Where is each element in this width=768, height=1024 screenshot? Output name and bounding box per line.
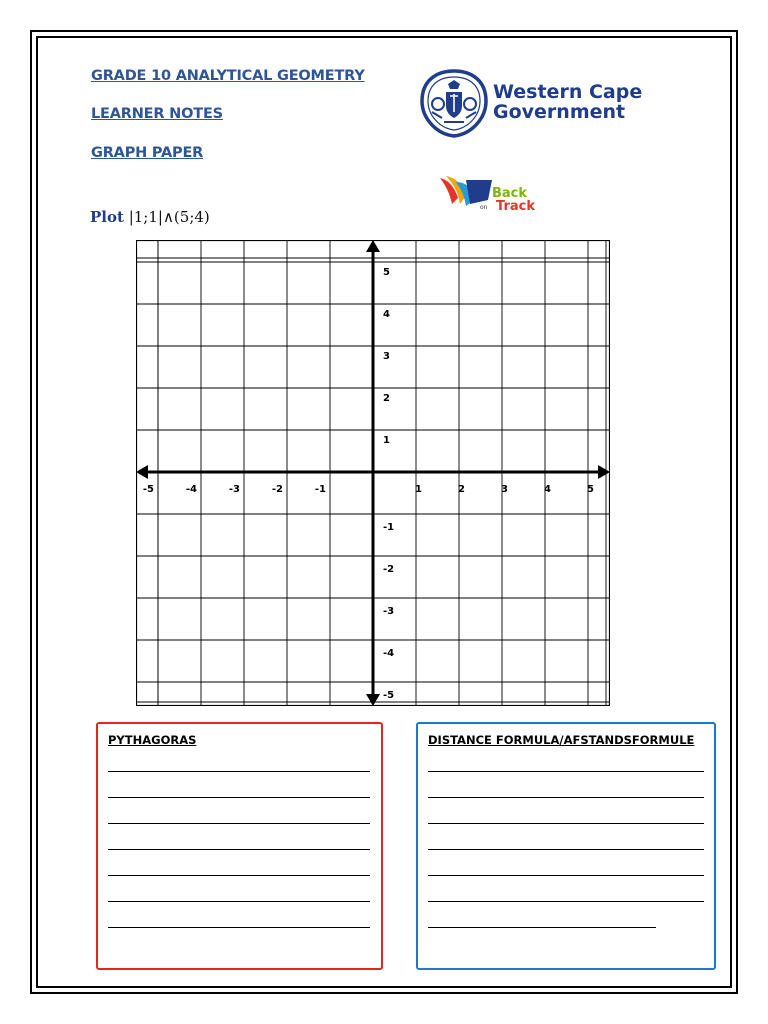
heading-graph-paper: GRAPH PAPER (91, 145, 204, 161)
writing-line (108, 901, 370, 902)
coat-of-arms-icon (418, 68, 490, 138)
y-tick-label: -3 (383, 606, 395, 617)
writing-line (108, 771, 370, 772)
western-cape-line2: Government (493, 101, 626, 123)
pythagoras-box (96, 722, 383, 970)
heading-learner-notes: LEARNER NOTES (91, 106, 223, 122)
y-tick-label: -5 (383, 690, 395, 701)
x-tick-label: -4 (185, 484, 197, 495)
x-tick-label: 4 (544, 484, 551, 495)
x-tick-label: 5 (587, 484, 594, 495)
y-tick-label: 3 (383, 351, 390, 362)
plot-expression: |1;1|∧(5;4) (128, 208, 210, 226)
writing-line (428, 849, 704, 850)
writing-line (108, 797, 370, 798)
writing-line (428, 875, 704, 876)
tick-labels (143, 267, 594, 701)
writing-line (428, 771, 704, 772)
x-tick-label: 2 (458, 484, 465, 495)
coordinate-grid (136, 240, 610, 706)
x-tick-label: -5 (142, 484, 154, 495)
x-tick-label: -1 (314, 484, 326, 495)
writing-line (108, 849, 370, 850)
x-axis-arrow-right (598, 465, 610, 479)
writing-line (428, 901, 704, 902)
backtrack-logo (440, 174, 540, 216)
distance-formula-title: DISTANCE FORMULA/AFSTANDSFORMULE (428, 733, 695, 747)
x-tick-label: -2 (271, 484, 283, 495)
backtrack-word1: Back (492, 186, 528, 201)
x-axis-arrow-left (136, 465, 148, 479)
backtrack-flag-icon (440, 174, 540, 216)
writing-line (108, 927, 370, 928)
y-tick-label: -4 (383, 648, 395, 659)
x-tick-label: 3 (501, 484, 508, 495)
writing-line (108, 823, 370, 824)
x-tick-label: 1 (415, 484, 422, 495)
writing-line (428, 823, 704, 824)
y-tick-label: 4 (383, 309, 390, 320)
writing-line (108, 875, 370, 876)
y-tick-label: 2 (383, 393, 390, 404)
western-cape-wordmark (493, 82, 642, 122)
backtrack-small: on (480, 204, 488, 211)
x-tick-label: -3 (228, 484, 240, 495)
y-axis-arrow-down (366, 694, 380, 706)
y-tick-label: -2 (383, 564, 395, 575)
pythagoras-title: PYTHAGORAS (108, 733, 197, 747)
western-cape-line1: Western Cape (493, 81, 643, 103)
writing-line (428, 797, 704, 798)
y-tick-label: 1 (383, 435, 390, 446)
plot-label: Plot (90, 208, 124, 226)
axes (136, 240, 610, 706)
plot-instruction (90, 208, 210, 226)
distance-formula-box (416, 722, 716, 970)
heading-grade: GRADE 10 ANALYTICAL GEOMETRY (91, 68, 365, 84)
y-tick-label: 5 (383, 267, 390, 278)
y-tick-label: -1 (383, 522, 395, 533)
backtrack-word2: Track (496, 199, 535, 214)
y-axis-arrow-up (366, 240, 380, 252)
writing-line (428, 927, 656, 928)
